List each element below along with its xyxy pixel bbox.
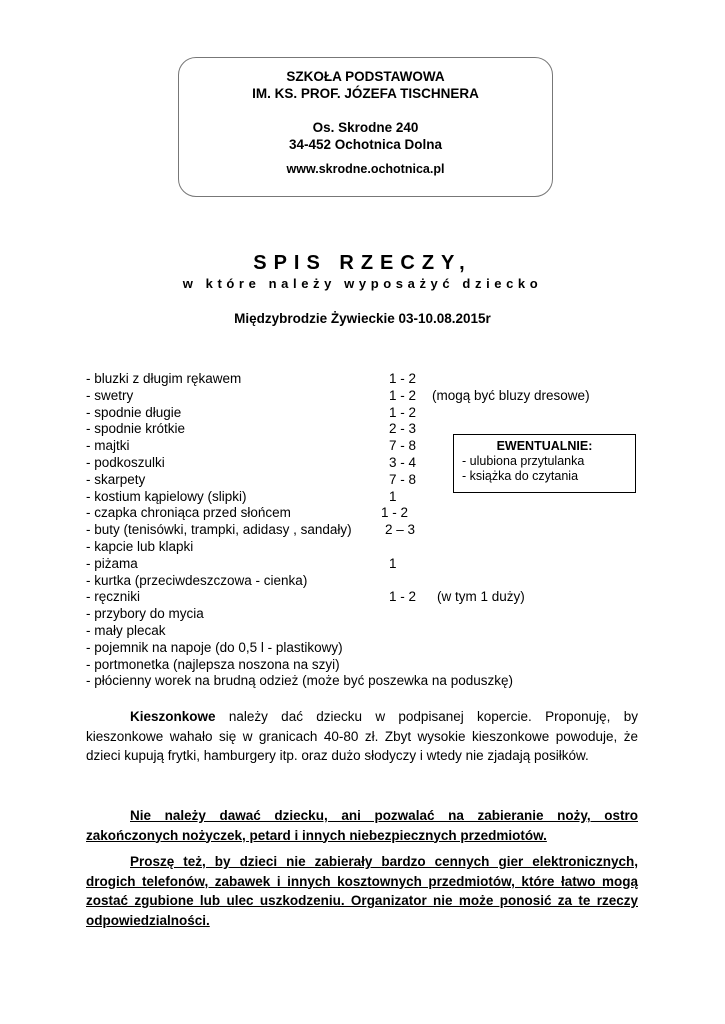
school-patron: IM. KS. PROF. JÓZEFA TISCHNERA: [252, 86, 479, 101]
item-name: - skarpety: [86, 471, 146, 487]
item-name: - kostium kąpielowy (slipki): [86, 488, 247, 504]
item-note: (mogą być bluzy dresowe): [432, 387, 590, 403]
school-website-link[interactable]: www.skrodne.ochotnica.pl: [286, 162, 445, 176]
item-quantity: 1: [389, 555, 397, 571]
item-quantity: 1 - 2: [381, 505, 409, 521]
item-name: - bluzki z długim rękawem: [86, 371, 242, 386]
item-name: - ręczniki: [86, 589, 141, 605]
item-name: - portmonetka (najlepsza noszona na szyi): [86, 656, 340, 672]
item-quantity: 1 - 2: [389, 371, 417, 386]
school-header-box: [178, 57, 553, 197]
item-name: - kapcie lub klapki: [86, 538, 194, 554]
school-address-street: Os. Skrodne 240: [312, 120, 419, 135]
dangerous-items-warning: Nie należy dawać dziecku, ani pozwalać na zabieranie noży, ostro zakończonych nożyczek, petard i innych niebezpiecznych przedmiotów.: [86, 808, 638, 843]
item-name: - spodnie długie: [86, 404, 182, 420]
pocket-money-text: należy dać dziecku w podpisanej kopercie. Proponuję, by kieszonkowe wahało się w granicach 40-80 zł. Zbyt wysokie kieszonkowe powoduje, że dzieci kupują frytki, hamburgery itp. oraz dużo słodyczy i wtedy nie zjadają posiłków.: [86, 709, 638, 763]
item-quantity: 1 - 2: [389, 387, 417, 403]
pocket-money-paragraph: [86, 707, 638, 766]
camp-date-location: Międzybrodzie Żywieckie 03-10.08.2015r: [234, 311, 491, 326]
item-name: - podkoszulki: [86, 454, 165, 470]
item-name: - czapka chroniąca przed słońcem: [86, 505, 291, 521]
item-name: - płócienny worek na brudną odzież (może być poszewka na poduszkę): [86, 673, 513, 689]
item-name: - swetry: [86, 387, 134, 403]
item-quantity: 2 – 3: [385, 522, 416, 538]
item-name: - majtki: [86, 438, 130, 454]
valuables-warning: Proszę też, by dzieci nie zabierały bardzo cennych gier elektronicznych, drogich telefonów, zabawek i innych kosztownych przedmiotów, które łatwo mogą zostać zgubione lub ulec uszkodzeniu. Organizator nie może ponosić za te rzeczy odpowiedzialności.: [86, 854, 638, 928]
school-name: SZKOŁA PODSTAWOWA: [286, 69, 445, 84]
document-subtitle: w które należy wyposażyć dziecko: [182, 276, 543, 291]
optional-items-box: [453, 434, 636, 493]
item-quantity: 1 - 2: [389, 589, 417, 605]
optional-items-heading: EWENTUALNIE:: [496, 439, 593, 453]
item-quantity: 7 - 8: [389, 471, 417, 487]
item-name: - przybory do mycia: [86, 606, 204, 622]
optional-item: - ulubiona przytulanka: [462, 454, 585, 468]
item-name: - spodnie krótkie: [86, 421, 186, 437]
document-title: SPIS RZECZY,: [253, 252, 472, 274]
pocket-money-term: Kieszonkowe: [130, 709, 216, 724]
item-quantity: 1 - 2: [389, 404, 417, 420]
item-name: - mały plecak: [86, 622, 166, 638]
optional-item: - książka do czytania: [462, 469, 579, 483]
item-name: - kurtka (przeciwdeszczowa - cienka): [86, 572, 308, 588]
item-quantity: 2 - 3: [389, 421, 417, 437]
item-quantity: 7 - 8: [389, 438, 417, 454]
school-address-city: 34-452 Ochotnica Dolna: [288, 137, 443, 152]
item-quantity: 3 - 4: [389, 454, 417, 470]
item-name: - pojemnik na napoje (do 0,5 l - plastikowy): [86, 639, 343, 655]
item-note: (w tym 1 duży): [437, 589, 525, 605]
item-name: - buty (tenisówki, trampki, adidasy , sandały): [86, 522, 352, 538]
item-name: - piżama: [86, 555, 138, 571]
item-quantity: 1: [389, 488, 397, 504]
